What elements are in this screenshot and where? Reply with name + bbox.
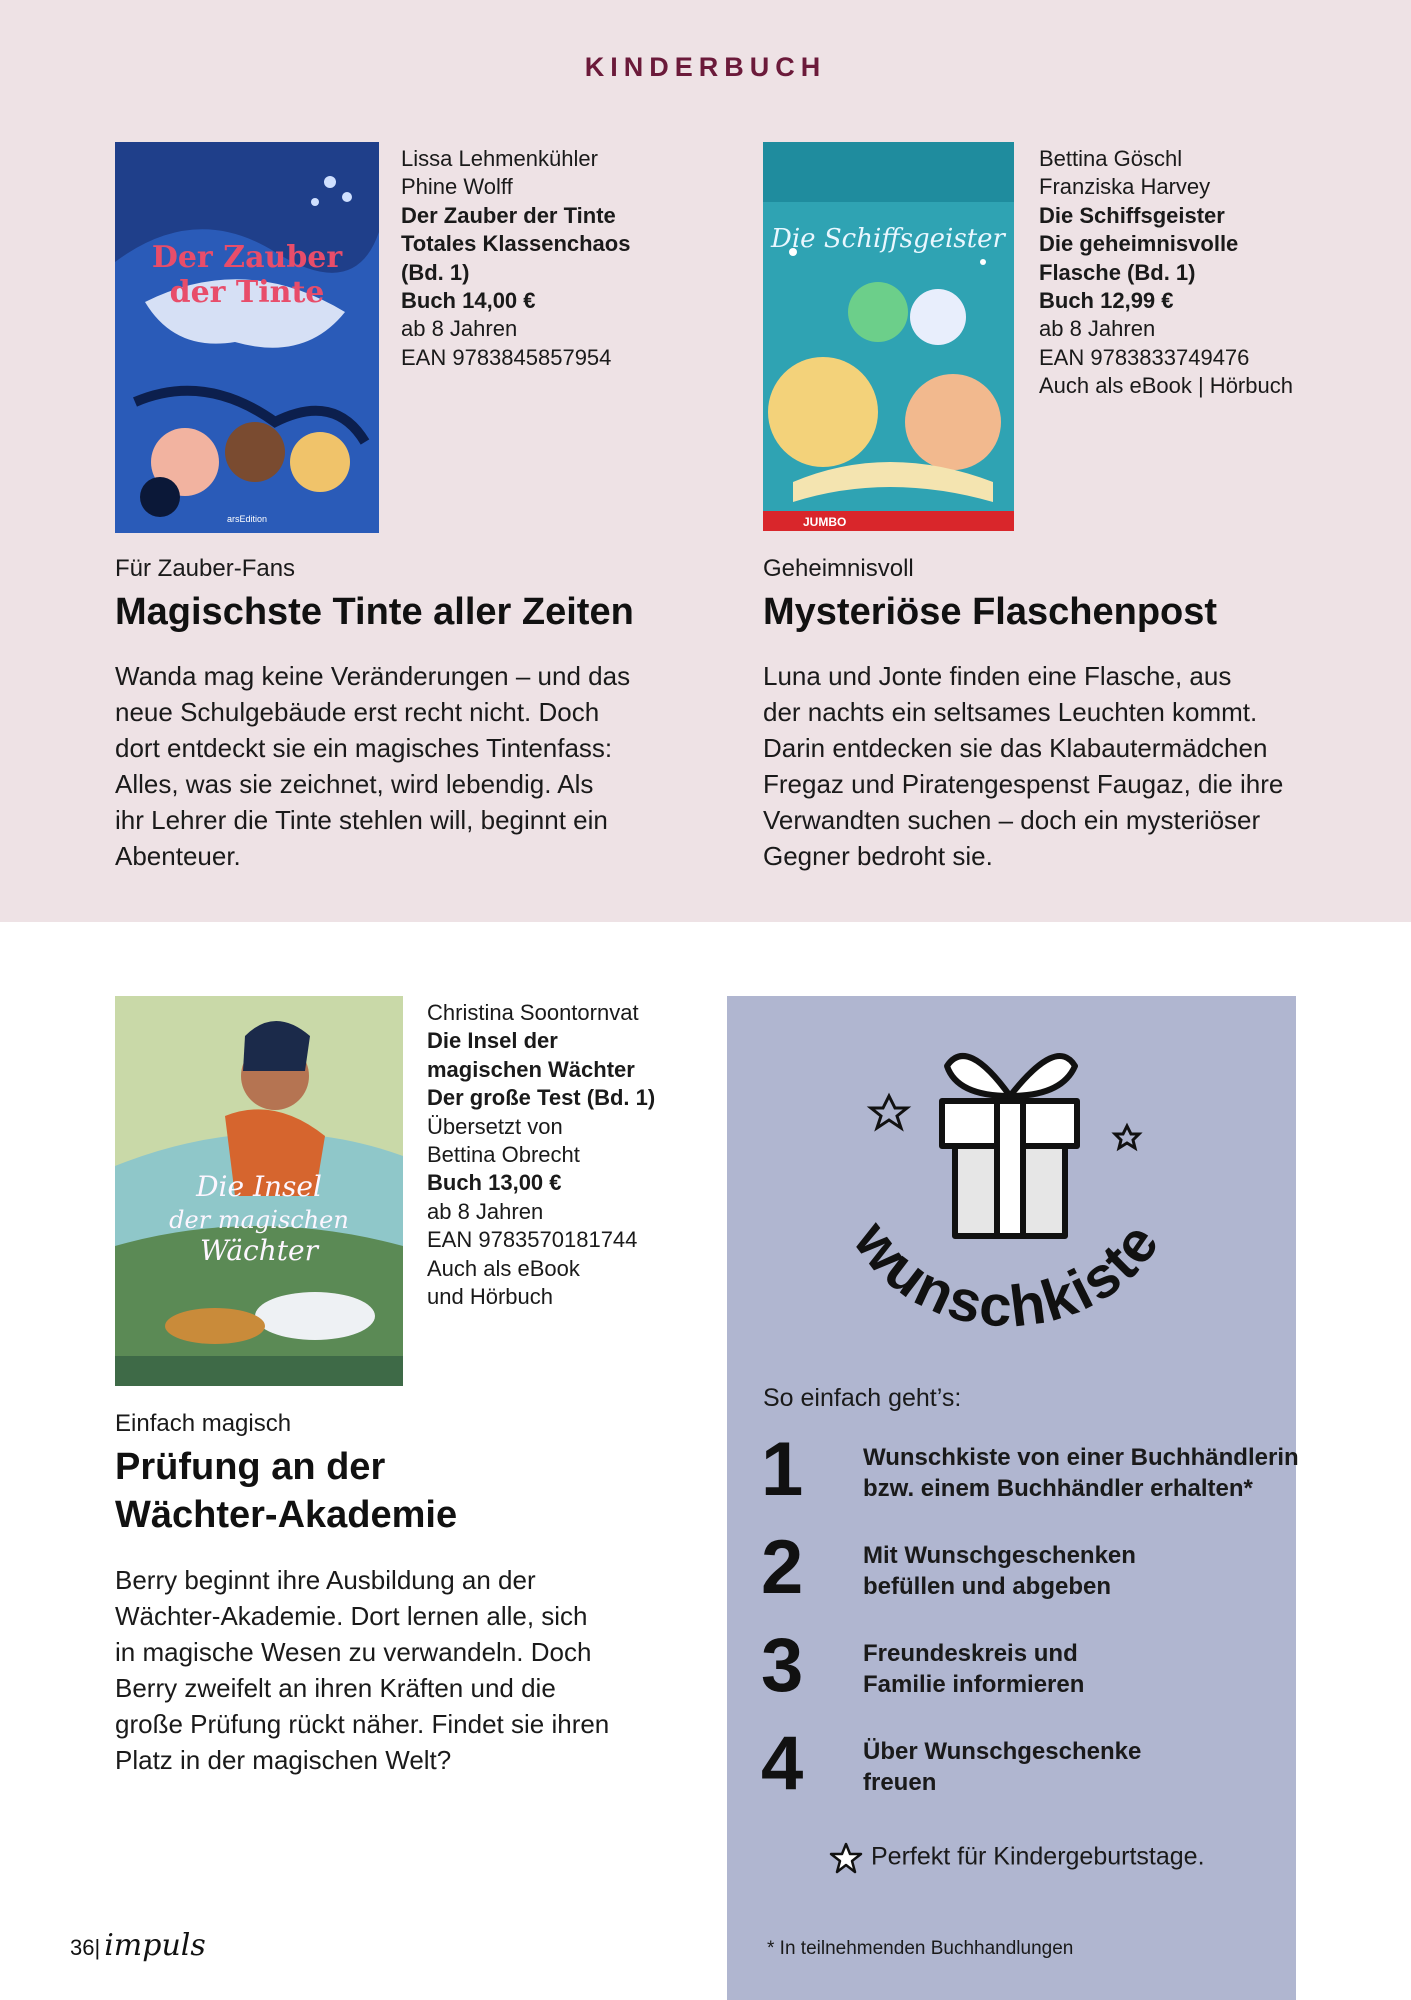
book-description-2 xyxy=(763,658,1283,874)
description-line: Abenteuer. xyxy=(115,841,241,871)
tagline-text: Perfekt für Kindergeburtstage. xyxy=(871,1842,1205,1871)
step-text-line: freuen xyxy=(863,1769,937,1796)
steps-title: So einfach geht’s: xyxy=(763,1384,962,1412)
book-price: Buch 14,00 € xyxy=(401,288,536,314)
cover-title-line-2: der magischen xyxy=(169,1206,349,1234)
illustrator: Phine Wolff xyxy=(401,174,513,200)
cover-publisher: JUMBO xyxy=(803,515,847,529)
book-price: Buch 12,99 € xyxy=(1039,288,1174,314)
translator-label: Übersetzt von xyxy=(427,1113,563,1139)
step-text xyxy=(863,1638,1303,1700)
author: Bettina Göschl xyxy=(1039,146,1183,171)
book-meta-2 xyxy=(1039,145,1293,401)
book-subtitle: Totales Klassenchaos xyxy=(401,231,631,257)
author: Lissa Lehmenkühler xyxy=(401,146,598,171)
description-line: Wächter-Akademie. Dort lernen alle, sich xyxy=(115,1601,588,1631)
step-text xyxy=(863,1736,1303,1798)
description-line: in magische Wesen zu verwandeln. Doch xyxy=(115,1637,592,1667)
description-line: Berry beginnt ihre Ausbildung an der xyxy=(115,1565,536,1595)
book-description-3 xyxy=(115,1562,609,1778)
wunschkiste-panel xyxy=(727,996,1299,2000)
star-icon xyxy=(1115,1126,1139,1148)
step-text-line: Mit Wunschgeschenken xyxy=(863,1542,1136,1569)
book-cover-schiffsgeister[interactable] xyxy=(763,142,1014,531)
section-label: KINDERBUCH xyxy=(584,52,827,82)
step-number: 4 xyxy=(761,1721,804,1806)
description-line: Darin entdecken sie das Klabautermädchen xyxy=(763,733,1268,763)
description-line: Platz in der magischen Welt? xyxy=(115,1745,452,1775)
book-cover-zauber-der-tinte[interactable] xyxy=(115,142,379,533)
description-line: der nachts ein seltsames Leuchten kommt. xyxy=(763,697,1258,727)
cover-title: Die Schiffsgeister xyxy=(771,224,1005,254)
age-range: ab 8 Jahren xyxy=(401,316,518,342)
cover-title-line-2: der Tinte xyxy=(169,275,325,310)
star-icon xyxy=(871,1096,907,1128)
magazine-brand: impuls xyxy=(104,1928,206,1963)
age-range: ab 8 Jahren xyxy=(427,1198,544,1224)
book-price: Buch 13,00 € xyxy=(427,1170,562,1196)
age-range: ab 8 Jahren xyxy=(1039,316,1156,342)
formats: Auch als eBook xyxy=(427,1255,580,1281)
book-title-cont: magischen Wächter xyxy=(427,1056,635,1082)
ean: EAN 9783570181744 xyxy=(427,1227,638,1253)
book-headline-3 xyxy=(115,1443,457,1539)
cover-publisher: arsEdition xyxy=(226,514,268,524)
translator-name: Bettina Obrecht xyxy=(427,1142,580,1168)
cover-title-line-1: Die Insel xyxy=(196,1170,322,1203)
cover-title-line-3: Wächter xyxy=(200,1234,318,1267)
headline-line: Magischste Tinte aller Zeiten xyxy=(115,591,634,633)
headline-line: Mysteriöse Flaschenpost xyxy=(763,591,1218,633)
description-line: Berry zweifelt an ihren Kräften und die xyxy=(115,1673,556,1703)
gift-box-icon xyxy=(942,1056,1077,1236)
book-kicker-1: Für Zauber-Fans xyxy=(115,555,296,582)
step-3 xyxy=(761,1623,1281,1712)
step-text-line: Wunschkiste von einer Buchhändlerin xyxy=(863,1444,1299,1471)
step-text-line: Über Wunschgeschenke xyxy=(863,1738,1142,1765)
description-line: Fregaz und Piratengespenst Faugaz, die ihre xyxy=(763,769,1284,799)
headline-line: Prüfung an der xyxy=(115,1446,386,1488)
step-4 xyxy=(761,1721,1281,1810)
illustrator: Franziska Harvey xyxy=(1039,174,1211,200)
description-line: Alles, was sie zeichnet, wird lebendig. Als xyxy=(115,769,594,799)
page-footer xyxy=(70,1928,206,1963)
description-line: große Prüfung rückt näher. Findet sie ihren xyxy=(115,1709,610,1739)
book-title: Die Schiffsgeister xyxy=(1039,202,1225,228)
cover-title-line-1: Der Zauber xyxy=(151,240,343,275)
author: Christina Soontornvat xyxy=(427,1000,639,1025)
wunschkiste-logo-text: wunschkiste xyxy=(841,1209,1173,1340)
book-subtitle: Die geheimnisvolle xyxy=(1039,231,1239,257)
description-line: neue Schulgebäude erst recht nicht. Doch xyxy=(115,697,600,727)
description-line: ihr Lehrer die Tinte stehlen will, beginnt ein xyxy=(115,805,608,835)
description-line: Luna und Jonte finden eine Flasche, aus xyxy=(763,661,1232,691)
ean: EAN 9783845857954 xyxy=(401,344,612,370)
book-subtitle: Der große Test (Bd. 1) xyxy=(427,1085,656,1111)
book-title: Die Insel der xyxy=(427,1028,558,1054)
book-volume: (Bd. 1) xyxy=(401,259,470,285)
headline-line: Wächter-Akademie xyxy=(115,1494,458,1536)
book-kicker-2: Geheimnisvoll xyxy=(763,555,914,582)
step-text xyxy=(863,1442,1303,1504)
step-number: 3 xyxy=(761,1623,804,1708)
tagline xyxy=(827,1841,1205,1875)
book-headline-1 xyxy=(115,588,634,636)
description-line: dort entdeckt sie ein magisches Tintenfass: xyxy=(115,733,613,763)
book-title: Der Zauber der Tinte xyxy=(401,202,616,228)
book-meta-1 xyxy=(401,145,630,372)
star-icon xyxy=(827,1841,865,1875)
ean: EAN 9783833749476 xyxy=(1039,344,1250,370)
description-line: Gegner bedroht sie. xyxy=(763,841,993,871)
footer-separator: | xyxy=(94,1935,101,1960)
footnote: * In teilnehmenden Buchhandlungen xyxy=(767,1938,1074,1959)
description-line: Wanda mag keine Veränderungen – und das xyxy=(115,661,631,691)
step-text-line: Freundeskreis und xyxy=(863,1640,1078,1667)
description-line: Verwandten suchen – doch ein mysteriöser xyxy=(763,805,1261,835)
step-text-line: bzw. einem Buchhändler erhalten* xyxy=(863,1475,1253,1502)
step-number: 2 xyxy=(761,1525,804,1610)
book-volume: Flasche (Bd. 1) xyxy=(1039,259,1196,285)
step-text-line: Familie informieren xyxy=(863,1671,1085,1698)
step-1 xyxy=(761,1427,1299,1516)
book-meta-3 xyxy=(427,999,655,1311)
step-2 xyxy=(761,1525,1281,1614)
step-number: 1 xyxy=(761,1427,804,1512)
page-number: 36 xyxy=(70,1935,95,1960)
book-headline-2 xyxy=(763,588,1217,636)
formats: Auch als eBook | Hörbuch xyxy=(1039,373,1293,399)
book-description-1 xyxy=(115,658,630,874)
book-cover-insel-der-magischen-waechter[interactable] xyxy=(115,996,403,1386)
wunschkiste-logo xyxy=(807,1026,1207,1346)
formats-cont: und Hörbuch xyxy=(427,1284,553,1310)
book-kicker-3: Einfach magisch xyxy=(115,1410,292,1437)
step-text-line: befüllen und abgeben xyxy=(863,1573,1112,1600)
step-text xyxy=(863,1540,1303,1602)
